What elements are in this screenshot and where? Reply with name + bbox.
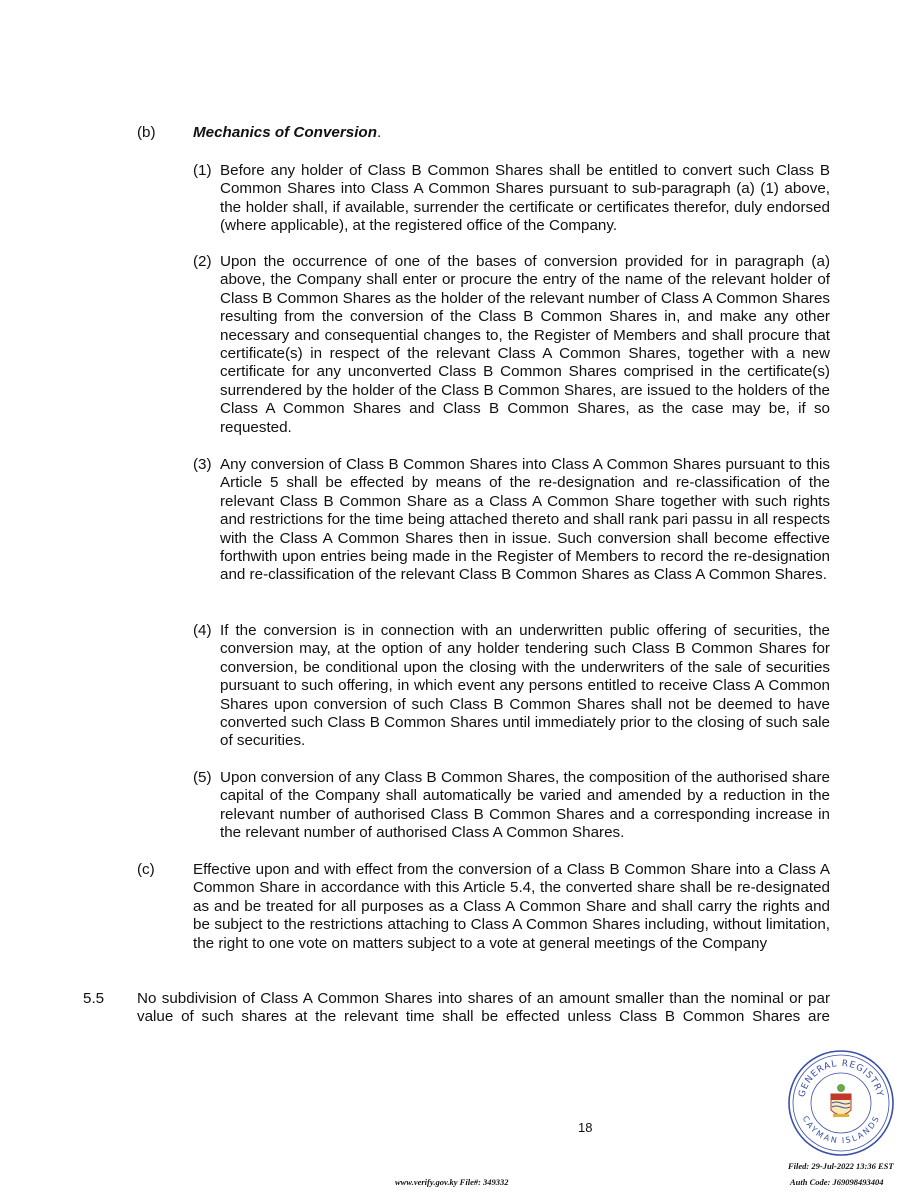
item-3-number: (3): [193, 456, 212, 473]
section-b-label: (b): [137, 124, 156, 141]
section-c-label: (c): [137, 861, 155, 878]
general-registry-seal-icon: [786, 1048, 896, 1158]
item-5-number: (5): [193, 769, 212, 786]
item-2-text: Upon the occurrence of one of the bases of conversion provided for in paragraph (a) above, the Company shall enter or procure the entry of the name of the relevant holder of Class B Common Shares as the holder of the relevant number of Class A Common Shares resulting from the conversion of the Class B Common Shares in, and make any other necessary and consequential changes to, the Register of Members and shall procure that certificate(s) in respect of the relevant Class A Common Shares, together with a new certificate for any unconverted Class B Common Shares comprised in the certificate(s) surrendered by the holder of the Class B Common Shares, are issued to the holders of the Class A Common Shares and Class B Common Shares, as the case may be, if so requested.: [220, 253, 830, 436]
section-5-5-text: No subdivision of Class A Common Shares into shares of an amount smaller than the nominal or par value of such shares at the relevant time shall be effected unless Class B Common Shares are: [137, 990, 830, 1026]
section-5-5-label: 5.5: [83, 990, 105, 1007]
item-5-text: Upon conversion of any Class B Common Shares, the composition of the authorised share capital of the Company shall automatically be varied and amended by a reduction in the relevant number of authorised Class B Common Shares and a corresponding increase in the relevant number of authorised Class A Common Shares.: [220, 769, 830, 842]
item-1-text: Before any holder of Class B Common Shares shall be entitled to convert such Class B Common Shares into Class A Common Shares pursuant to sub-paragraph (a) (1) above, the holder shall, if available, surrender the certificate or certificates therefor, duly endorsed (where applicable), at the registered office of the Company.: [220, 162, 830, 235]
page-number: 18: [578, 1120, 593, 1135]
footer-auth-code: Auth Code: J69098493404: [790, 1177, 884, 1187]
item-4-text: If the conversion is in connection with an underwritten public offering of securities, the conversion may, at the option of any holder tendering such Class B Common Shares for conversion, be conditional upon the closing with the underwriters of the sale of securities pursuant to such offering, in which event any persons entitled to receive Class A Common Shares upon conversion of such Class B Common Shares shall not be deemed to have converted such Class B Common Shares until immediately prior to the closing of such sale of securities.: [220, 622, 830, 750]
svg-text:CAYMAN ISLANDS: [801, 1114, 882, 1145]
section-b-title-suffix: .: [376, 124, 382, 141]
item-1-number: (1): [193, 162, 212, 179]
footer-verify: www.verify.gov.ky File#: 349332: [395, 1177, 509, 1187]
seal-top-text: GENERAL REGISTRY: [797, 1058, 885, 1099]
item-2-number: (2): [193, 253, 212, 270]
section-b-title: Mechanics of Conversion: [193, 124, 377, 141]
section-c-text: Effective upon and with effect from the conversion of a Class B Common Share into a Class A Common Share in accordance with this Article 5.4, the converted share shall be re-designated as and be treated for all purposes as a Class A Common Share and shall carry the rights and be subject to the restrictions attaching to Class A Common Shares including, without limitation, the right to one vote on matters subject to a vote at general meetings of the Company: [193, 861, 830, 952]
section-b-heading: [193, 124, 381, 142]
svg-text:GENERAL REGISTRY: [797, 1059, 884, 1098]
item-4-number: (4): [193, 622, 212, 639]
item-3-text: Any conversion of Class B Common Shares into Class A Common Shares pursuant to this Article 5 shall be effected by means of the re-designation and re-classification of the relevant Class B Common Share as a Class A Common Share together with such rights and restrictions for the time being attached thereto and shall rank pari passu in all respects with the Class A Common Shares then in issue. Such conversion shall become effective forthwith upon entries being made in the Register of Members to record the re-designation and re-classification of the relevant Class B Common Shares as Class A Common Shares.: [220, 456, 830, 584]
footer-filed: Filed: 29-Jul-2022 13:36 EST: [788, 1161, 894, 1171]
seal-bottom-text: CAYMAN ISLANDS: [800, 1114, 882, 1146]
